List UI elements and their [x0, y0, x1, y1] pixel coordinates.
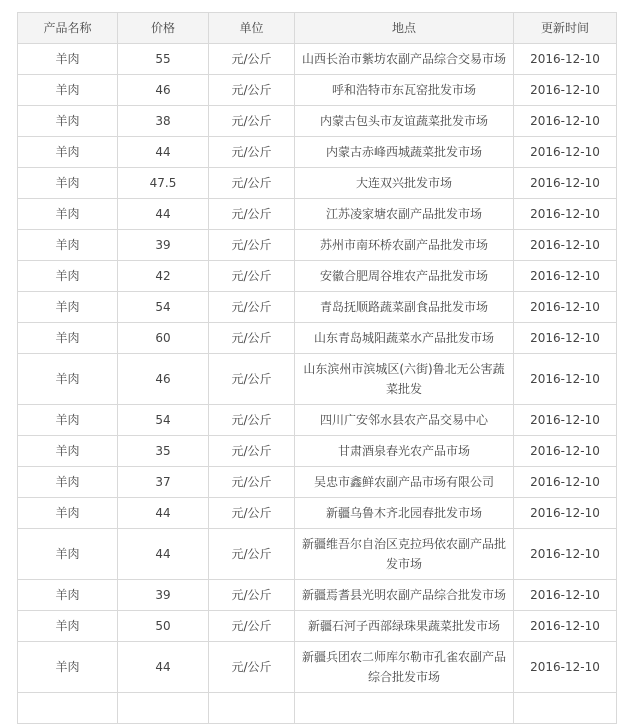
- header-price: 价格: [118, 13, 209, 44]
- cell-product: 羊肉: [18, 354, 118, 405]
- cell-empty: [209, 693, 295, 724]
- table-row: [18, 168, 617, 199]
- cell-price: 47.5: [118, 168, 209, 199]
- cell-price: 46: [118, 354, 209, 405]
- cell-price: 39: [118, 230, 209, 261]
- cell-unit: 元/公斤: [209, 467, 295, 498]
- cell-product: 羊肉: [18, 261, 118, 292]
- cell-location: 山西长治市紫坊农副产品综合交易市场: [295, 44, 514, 75]
- cell-product: 羊肉: [18, 137, 118, 168]
- table-body: [18, 44, 617, 724]
- cell-location: 苏州市南环桥农副产品批发市场: [295, 230, 514, 261]
- table-row: [18, 467, 617, 498]
- cell-date: 2016-12-10: [514, 354, 617, 405]
- table-row: [18, 498, 617, 529]
- table-row: [18, 405, 617, 436]
- cell-unit: 元/公斤: [209, 580, 295, 611]
- table-row: [18, 75, 617, 106]
- cell-location: 青岛抚顺路蔬菜副食品批发市场: [295, 292, 514, 323]
- table-row: [18, 323, 617, 354]
- cell-product: 羊肉: [18, 611, 118, 642]
- table-row: [18, 230, 617, 261]
- cell-price: 54: [118, 292, 209, 323]
- table-row: [18, 137, 617, 168]
- table-row: [18, 693, 617, 724]
- cell-unit: 元/公斤: [209, 498, 295, 529]
- table-row: [18, 529, 617, 580]
- cell-location: 甘肃酒泉春光农产品市场: [295, 436, 514, 467]
- cell-price: 42: [118, 261, 209, 292]
- cell-price: 44: [118, 498, 209, 529]
- cell-date: 2016-12-10: [514, 529, 617, 580]
- cell-location: 内蒙古赤峰西城蔬菜批发市场: [295, 137, 514, 168]
- cell-date: 2016-12-10: [514, 75, 617, 106]
- cell-unit: 元/公斤: [209, 323, 295, 354]
- header-date: 更新时间: [514, 13, 617, 44]
- cell-product: 羊肉: [18, 75, 118, 106]
- cell-product: 羊肉: [18, 436, 118, 467]
- cell-price: 35: [118, 436, 209, 467]
- cell-product: 羊肉: [18, 642, 118, 693]
- cell-date: 2016-12-10: [514, 44, 617, 75]
- cell-product: 羊肉: [18, 292, 118, 323]
- cell-location: 新疆维吾尔自治区克拉玛依农副产品批发市场: [295, 529, 514, 580]
- cell-unit: 元/公斤: [209, 230, 295, 261]
- cell-product: 羊肉: [18, 405, 118, 436]
- cell-location: 新疆焉耆县光明农副产品综合批发市场: [295, 580, 514, 611]
- price-table: [17, 12, 617, 724]
- cell-location: 新疆石河子西部绿珠果蔬菜批发市场: [295, 611, 514, 642]
- cell-location: 山东青岛城阳蔬菜水产品批发市场: [295, 323, 514, 354]
- cell-empty: [18, 693, 118, 724]
- cell-date: 2016-12-10: [514, 467, 617, 498]
- cell-date: 2016-12-10: [514, 405, 617, 436]
- cell-date: 2016-12-10: [514, 137, 617, 168]
- cell-date: 2016-12-10: [514, 230, 617, 261]
- cell-location: 江苏凌家塘农副产品批发市场: [295, 199, 514, 230]
- cell-unit: 元/公斤: [209, 436, 295, 467]
- cell-date: 2016-12-10: [514, 580, 617, 611]
- cell-location: 安徽合肥周谷堆农产品批发市场: [295, 261, 514, 292]
- cell-location: 新疆乌鲁木齐北园春批发市场: [295, 498, 514, 529]
- table-row: [18, 44, 617, 75]
- cell-unit: 元/公斤: [209, 292, 295, 323]
- cell-price: 54: [118, 405, 209, 436]
- cell-product: 羊肉: [18, 529, 118, 580]
- table-row: [18, 354, 617, 405]
- cell-unit: 元/公斤: [209, 75, 295, 106]
- table-row: [18, 292, 617, 323]
- cell-location: 内蒙古包头市友谊蔬菜批发市场: [295, 106, 514, 137]
- cell-price: 38: [118, 106, 209, 137]
- table-row: [18, 642, 617, 693]
- cell-date: 2016-12-10: [514, 498, 617, 529]
- header-product: 产品名称: [18, 13, 118, 44]
- header-unit: 单位: [209, 13, 295, 44]
- cell-product: 羊肉: [18, 44, 118, 75]
- cell-location: 新疆兵团农二师库尔勒市孔雀农副产品综合批发市场: [295, 642, 514, 693]
- cell-date: 2016-12-10: [514, 261, 617, 292]
- cell-unit: 元/公斤: [209, 137, 295, 168]
- header-location: 地点: [295, 13, 514, 44]
- cell-unit: 元/公斤: [209, 261, 295, 292]
- cell-location: 呼和浩特市东瓦窑批发市场: [295, 75, 514, 106]
- cell-empty: [514, 693, 617, 724]
- cell-unit: 元/公斤: [209, 405, 295, 436]
- table-row: [18, 261, 617, 292]
- cell-price: 55: [118, 44, 209, 75]
- cell-unit: 元/公斤: [209, 354, 295, 405]
- cell-unit: 元/公斤: [209, 106, 295, 137]
- cell-date: 2016-12-10: [514, 323, 617, 354]
- cell-unit: 元/公斤: [209, 642, 295, 693]
- cell-unit: 元/公斤: [209, 199, 295, 230]
- cell-unit: 元/公斤: [209, 44, 295, 75]
- cell-empty: [118, 693, 209, 724]
- cell-product: 羊肉: [18, 230, 118, 261]
- table-row: [18, 580, 617, 611]
- cell-date: 2016-12-10: [514, 611, 617, 642]
- cell-price: 60: [118, 323, 209, 354]
- cell-unit: 元/公斤: [209, 168, 295, 199]
- cell-location: 吴忠市鑫鲜农副产品市场有限公司: [295, 467, 514, 498]
- table-row: [18, 199, 617, 230]
- cell-location: 四川广安邻水县农产品交易中心: [295, 405, 514, 436]
- cell-price: 44: [118, 137, 209, 168]
- table-row: [18, 436, 617, 467]
- cell-location: 山东滨州市滨城区(六街)鲁北无公害蔬菜批发: [295, 354, 514, 405]
- cell-date: 2016-12-10: [514, 642, 617, 693]
- cell-unit: 元/公斤: [209, 529, 295, 580]
- cell-price: 50: [118, 611, 209, 642]
- cell-price: 46: [118, 75, 209, 106]
- cell-date: 2016-12-10: [514, 199, 617, 230]
- cell-product: 羊肉: [18, 323, 118, 354]
- cell-product: 羊肉: [18, 580, 118, 611]
- cell-product: 羊肉: [18, 467, 118, 498]
- cell-product: 羊肉: [18, 498, 118, 529]
- cell-date: 2016-12-10: [514, 436, 617, 467]
- cell-product: 羊肉: [18, 199, 118, 230]
- cell-price: 44: [118, 642, 209, 693]
- cell-date: 2016-12-10: [514, 106, 617, 137]
- table-row: [18, 106, 617, 137]
- cell-price: 37: [118, 467, 209, 498]
- cell-price: 44: [118, 199, 209, 230]
- cell-empty: [295, 693, 514, 724]
- cell-unit: 元/公斤: [209, 611, 295, 642]
- cell-product: 羊肉: [18, 168, 118, 199]
- cell-product: 羊肉: [18, 106, 118, 137]
- cell-location: 大连双兴批发市场: [295, 168, 514, 199]
- cell-date: 2016-12-10: [514, 168, 617, 199]
- table-row: [18, 611, 617, 642]
- table-header-row: [18, 13, 617, 44]
- cell-date: 2016-12-10: [514, 292, 617, 323]
- cell-price: 44: [118, 529, 209, 580]
- cell-price: 39: [118, 580, 209, 611]
